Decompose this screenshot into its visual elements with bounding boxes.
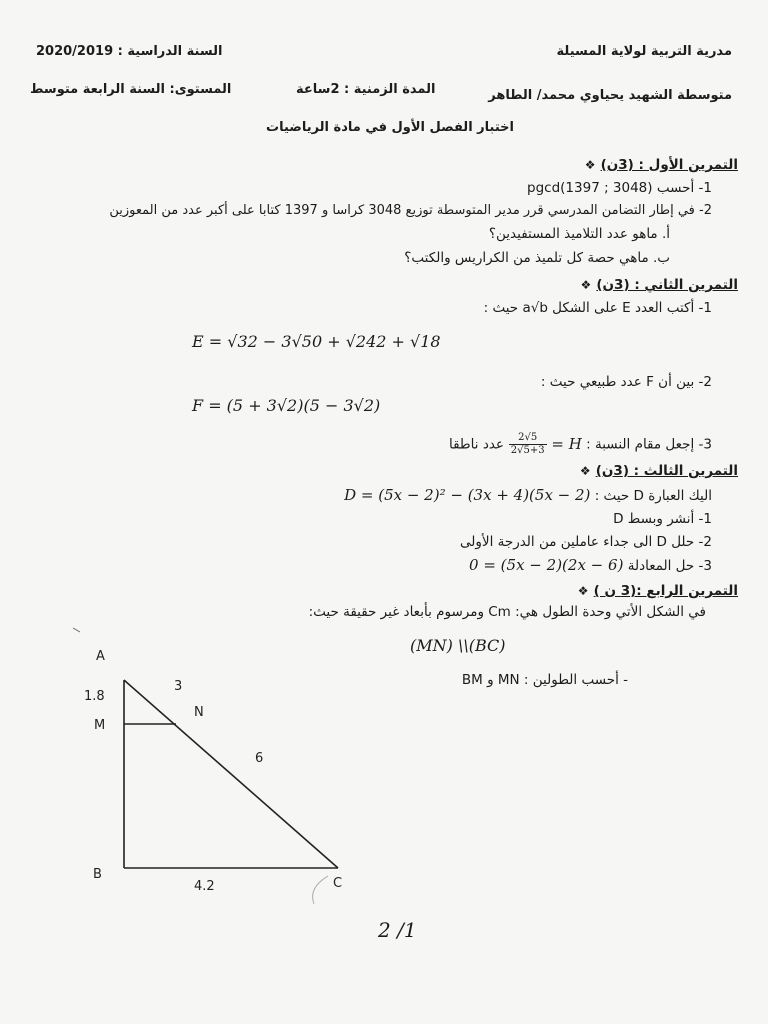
triangle-figure <box>0 620 380 910</box>
class-level: المستوى: السنة الرابعة متوسط <box>30 82 232 97</box>
exercise1-q1: 1- أحسب pgcd(1397 ; 3048) <box>527 180 712 196</box>
label-N: N <box>194 705 204 720</box>
exam-title: اختبار الفصل الأول في مادة الرياضيات <box>266 120 514 135</box>
exercise3-title: التمرين الثالث : (3ن) <box>595 463 738 479</box>
scan-mark <box>73 628 80 632</box>
formula-D: D = (5x − 2)² − (3x + 4)(5x − 2) <box>344 486 591 504</box>
exercise2-q1: 1- أكتب العدد E على الشكل a√b حيث : <box>483 300 712 316</box>
exercise1-q2b: ب. ماهي حصة كل تلميذ من الكراريس والكتب؟ <box>404 250 670 266</box>
exercise3-q3-line <box>469 556 712 574</box>
exercise4-heading <box>578 580 738 599</box>
length-BC: 4.2 <box>194 879 215 894</box>
exercise2-title: التمرين الثاني : (3ن) <box>596 277 738 293</box>
exercise1-q2: 2- في إطار التضامن المدرسي قرر مدير المتوسطة توزيع 3048 كراسا و 1397 كتابا على أكبر عدد من المعوزين <box>109 203 712 218</box>
bullet-icon: ❖ <box>579 464 591 478</box>
exercise3-q1: 1- أنشر وبسط D <box>613 511 712 527</box>
school-name: متوسطة الشهيد يحياوي محمد/ الطاهر <box>488 88 732 103</box>
exercise3-q3: 3- حل المعادلة <box>627 558 712 574</box>
exercise3-heading <box>580 460 738 479</box>
segment-AC <box>124 680 338 868</box>
exam-duration: المدة الزمنية : 2ساعة <box>296 82 436 97</box>
formula-H-fraction <box>509 432 547 457</box>
exercise3-intro-line <box>344 486 712 504</box>
equation: (2x − 6)(5x − 2) = 0 <box>469 556 624 574</box>
parallel-statement: (MN) \\(BC) <box>410 636 506 655</box>
formula-H <box>504 432 582 456</box>
exercise1-title: التمرين الأول : (3ن) <box>600 157 738 173</box>
exercise4-question: - أحسب الطولين : MN و BM <box>461 672 628 688</box>
length-NC: 6 <box>255 751 264 766</box>
bullet-icon: ❖ <box>584 158 596 172</box>
scan-mark <box>313 876 328 904</box>
exercise4-title: التمرين الرابع :(3 ن ) <box>593 583 738 599</box>
formula-H-denominator: 5+3√2 <box>510 445 545 456</box>
directorate-name: مدرية التربية لولاية المسيلة <box>556 44 732 59</box>
length-AN: 3 <box>174 679 183 694</box>
school-year: السنة الدراسية : 2020/2019 <box>36 44 223 59</box>
exercise1-q2a: أ. ماهو عدد التلاميذ المستفيدين؟ <box>488 226 670 242</box>
formula-H-numerator: 5√2 <box>509 432 547 445</box>
label-A: A <box>96 649 105 664</box>
exercise2-q3-suffix: عدد ناطقا <box>448 436 504 453</box>
label-B: B <box>93 867 102 882</box>
exercise4-intro: في الشكل الأتي وحدة الطول هي: Cm ومرسوم بأبعاد غير حقيقة حيث: <box>308 604 706 620</box>
formula-H-label: H = <box>551 434 582 453</box>
length-AM: 1.8 <box>84 689 105 704</box>
exercise1-heading <box>585 154 738 173</box>
exercise2-q2: 2- بين أن F عدد طبيعي حيث : <box>540 374 712 390</box>
exercise2-heading <box>580 274 738 293</box>
label-M: M <box>94 718 106 733</box>
page-number: 2 /1 <box>378 918 417 942</box>
exercise3-intro: اليك العبارة D حيث : <box>594 488 712 504</box>
formula-E: E = √32 − 3√50 + √242 + √18 <box>192 332 441 351</box>
formula-F: F = (5 + 3√2)(5 − 3√2) <box>192 396 381 415</box>
bullet-icon: ❖ <box>580 278 592 292</box>
bullet-icon: ❖ <box>577 584 589 598</box>
exercise2-q3-text: 3- إجعل مقام النسبة : <box>586 436 712 453</box>
exercise3-q2: 2- حلل D الى جداء عاملين من الدرجة الأولى <box>459 534 712 550</box>
exercise2-q3 <box>449 432 712 457</box>
label-C: C <box>333 876 343 891</box>
